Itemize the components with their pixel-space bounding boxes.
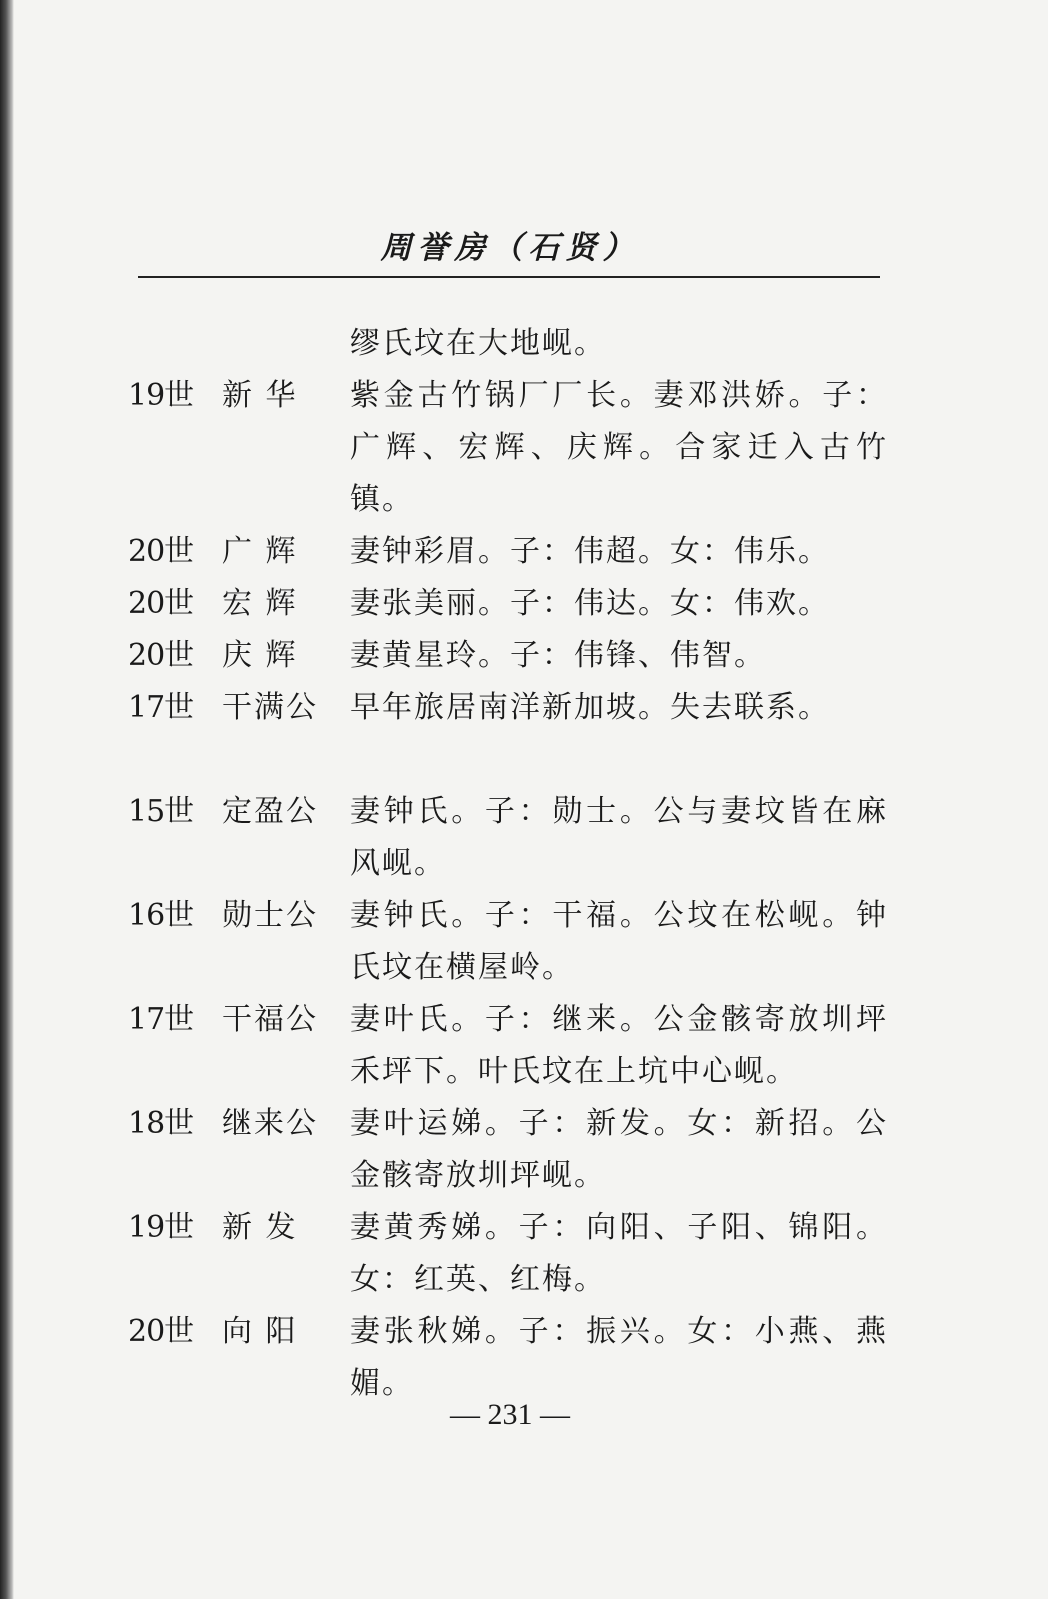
- entry-generation: 19世: [128, 378, 194, 413]
- entry-generation: 19世: [128, 1210, 194, 1245]
- entry-description: 妻叶氏。子：继来。公金骸寄放圳坪禾坪下。叶氏坟在上坑中心岘。: [350, 1002, 888, 1089]
- entry-name: 继来公: [222, 1106, 318, 1141]
- entry-name: 向 阳: [222, 1314, 298, 1349]
- entry-name: 干福公: [222, 1002, 318, 1037]
- header-divider: [138, 276, 880, 278]
- entry-name: 新 华: [222, 378, 298, 413]
- entry-description: 妻钟彩眉。子：伟超。女：伟乐。: [350, 534, 830, 569]
- genealogy-entry: [128, 578, 888, 630]
- genealogy-entry: [128, 526, 888, 578]
- entry-description: 妻黄秀娣。子：向阳、子阳、锦阳。女：红英、红梅。: [350, 1210, 888, 1297]
- page-header-title: 周誉房（石贤）: [380, 230, 640, 266]
- entry-generation: 18世: [128, 1106, 194, 1141]
- entry-description: 早年旅居南洋新加坡。失去联系。: [350, 690, 830, 725]
- entry-generation: 20世: [128, 1314, 194, 1349]
- genealogy-entry: [128, 630, 888, 682]
- genealogy-entry: [128, 1098, 888, 1202]
- genealogy-entry: [128, 1202, 888, 1306]
- entry-name: 干满公: [222, 690, 318, 725]
- entry-generation: 17世: [128, 690, 194, 725]
- entry-generation: 20世: [128, 586, 194, 621]
- entry-description: 妻叶运娣。子：新发。女：新招。公金骸寄放圳坪岘。: [350, 1106, 888, 1193]
- entry-description: 妻张秋娣。子：振兴。女：小燕、燕媚。: [350, 1314, 888, 1401]
- entry-name: 勋士公: [222, 898, 318, 933]
- genealogy-entry: [128, 890, 888, 994]
- genealogy-entry: [128, 786, 888, 890]
- genealogy-entry: [128, 682, 888, 734]
- entry-description: 妻张美丽。子：伟达。女：伟欢。: [350, 586, 830, 621]
- entry-name: 广 辉: [222, 534, 298, 569]
- entry-generation: 17世: [128, 1002, 194, 1037]
- entry-description: 妻钟氏。子：勋士。公与妻坟皆在麻风岘。: [350, 794, 888, 881]
- entry-description: 缪氏坟在大地岘。: [350, 326, 606, 361]
- book-spine-shadow: [0, 0, 14, 1599]
- entry-generation: 20世: [128, 638, 194, 673]
- entry-name: 新 发: [222, 1210, 298, 1245]
- continuation-line: [128, 318, 888, 370]
- entry-description: 妻钟氏。子：干福。公坟在松岘。钟氏坟在横屋岭。: [350, 898, 888, 985]
- entry-generation: 20世: [128, 534, 194, 569]
- genealogy-entry: [128, 370, 888, 526]
- entry-generation: 15世: [128, 794, 194, 829]
- genealogy-entry: [128, 994, 888, 1098]
- entry-name: 庆 辉: [222, 638, 298, 673]
- page-number: — 231 —: [450, 1398, 570, 1431]
- entry-description: 紫金古竹锅厂厂长。妻邓洪娇。子：广辉、宏辉、庆辉。合家迁入古竹镇。: [350, 378, 888, 517]
- entry-generation: 16世: [128, 898, 194, 933]
- entry-name: 定盈公: [222, 794, 318, 829]
- entry-name: 宏 辉: [222, 586, 298, 621]
- genealogy-entries: [128, 318, 888, 1410]
- genealogy-entry: [128, 1306, 888, 1410]
- entry-description: 妻黄星玲。子：伟锋、伟智。: [350, 638, 766, 673]
